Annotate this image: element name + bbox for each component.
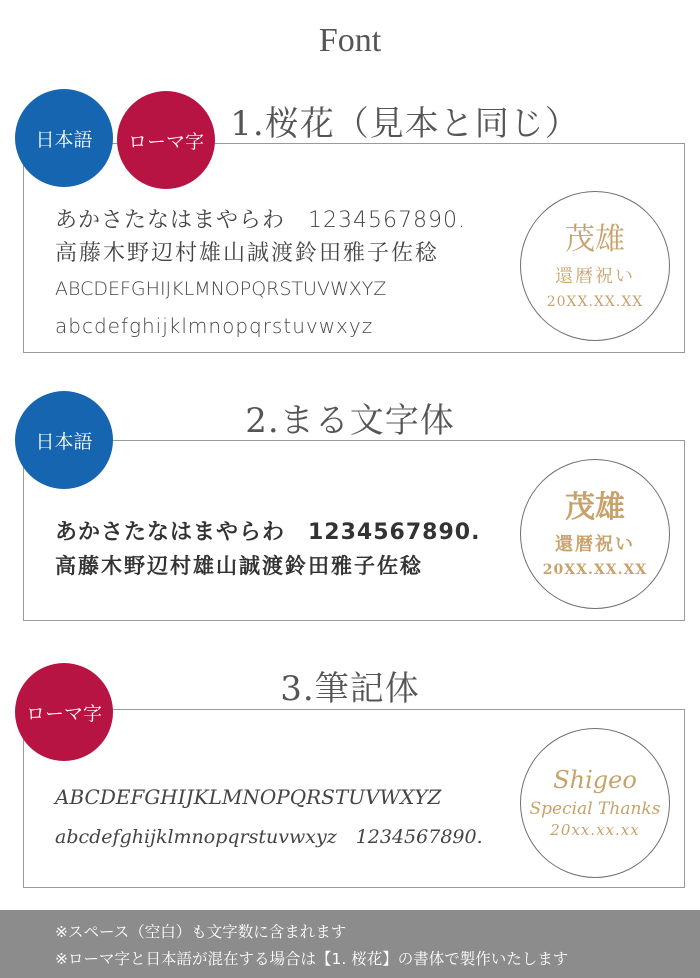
sample-message: Special Thanks	[529, 799, 661, 820]
sample-line-kanji: 高藤木野辺村雄山誠渡鈴田雅子佐稔	[55, 554, 423, 578]
sample-date: 20XX.XX.XX	[546, 293, 644, 310]
sample-line-lowercase: abcdefghijklmnopqrstuvwxyz	[55, 314, 374, 338]
notes-footer	[0, 910, 700, 978]
sample-line-kanji: 高藤木野辺村雄山誠渡鈴田雅子佐稔	[55, 241, 440, 266]
badge-japanese: 日本語	[15, 391, 113, 489]
engraving-sample-circle-2	[520, 459, 670, 609]
badge-romaji: ローマ字	[117, 91, 215, 189]
badge-japanese: 日本語	[15, 89, 113, 187]
sample-date: 20xx.xx.xx	[550, 821, 640, 840]
section-title-2: 2.まる文字体	[245, 401, 455, 441]
note-spaces: ※スペース（空白）も文字数に含まれます	[55, 923, 347, 941]
badge-romaji: ローマ字	[15, 663, 113, 761]
engraving-sample-circle-1	[520, 191, 670, 341]
sample-line-lowercase-digits: abcdefghijklmnopqrstuvwxyz 1234567890.	[55, 826, 483, 848]
sample-name: Shigeo	[553, 765, 637, 794]
sample-line-uppercase: ABCDEFGHIJKLMNOPQRSTUVWXYZ	[55, 785, 442, 809]
sample-line-kana-digits: あかさたなはまやらわ 1234567890.	[55, 208, 466, 233]
sample-name: 茂雄	[565, 221, 625, 257]
section-title-3: 3.筆記体	[280, 669, 420, 709]
note-mixed-text: ※ローマ字と日本語が混在する場合は【1. 桜花】の書体で製作いたします	[55, 950, 569, 968]
sample-name: 茂雄	[565, 489, 625, 525]
sample-message: 還暦祝い	[555, 265, 635, 287]
sample-line-uppercase: ABCDEFGHIJKLMNOPQRSTUVWXYZ	[55, 278, 387, 300]
sample-date: 20XX.XX.XX	[542, 561, 648, 578]
page-title: Font	[318, 22, 382, 59]
section-title-1: 1.桜花（見本と同じ）	[230, 104, 580, 144]
sample-message: 還暦祝い	[555, 533, 635, 555]
engraving-sample-circle-3	[520, 728, 670, 878]
sample-line-kana-digits: あかさたなはまやらわ 1234567890.	[55, 520, 481, 545]
